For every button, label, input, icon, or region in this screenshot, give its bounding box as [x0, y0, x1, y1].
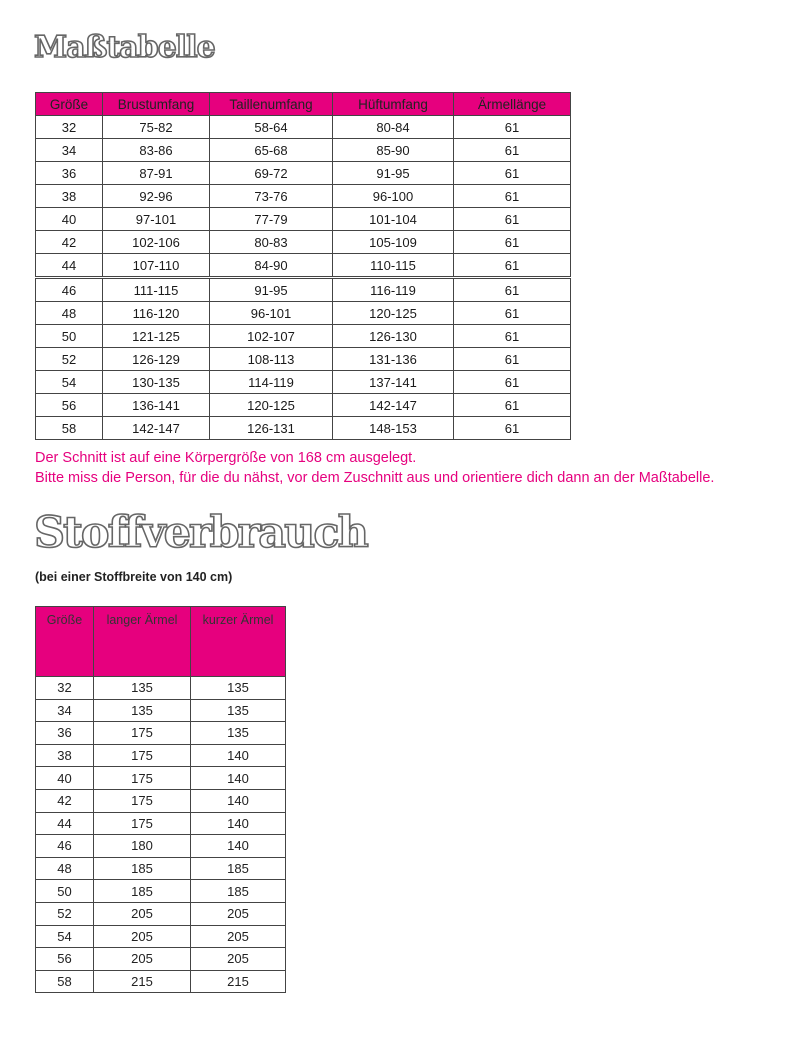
table-row	[36, 789, 286, 812]
table-cell: 107-110	[103, 254, 210, 278]
table-cell: 185	[94, 880, 191, 903]
table-row	[36, 394, 571, 417]
table-cell: 84-90	[210, 254, 333, 278]
table-cell: 175	[94, 812, 191, 835]
table-cell: 40	[36, 767, 94, 790]
table-cell: 36	[36, 722, 94, 745]
table-cell: 42	[36, 231, 103, 254]
table-cell: 61	[454, 417, 571, 440]
table-cell: 61	[454, 371, 571, 394]
table-cell: 61	[454, 162, 571, 185]
table-cell: 126-129	[103, 348, 210, 371]
table-cell: 205	[94, 925, 191, 948]
fabric-table	[35, 606, 286, 993]
table-cell: 48	[36, 302, 103, 325]
table-cell: 205	[191, 948, 286, 971]
table-cell: 56	[36, 394, 103, 417]
table-row	[36, 970, 286, 993]
table-cell: 135	[191, 677, 286, 700]
table-row	[36, 417, 571, 440]
table-cell: 52	[36, 348, 103, 371]
table-row	[36, 162, 571, 185]
table-row	[36, 371, 571, 394]
fabric-table-header-row	[36, 607, 286, 677]
table-row	[36, 116, 571, 139]
table-cell: 61	[454, 302, 571, 325]
table-row	[36, 857, 286, 880]
header-short-sleeve: kurzer Ärmel	[191, 607, 286, 677]
table-cell: 56	[36, 948, 94, 971]
table-cell: 34	[36, 699, 94, 722]
table-cell: 61	[454, 139, 571, 162]
fabric-table-title: Stoffverbrauch	[34, 508, 367, 558]
table-cell: 215	[94, 970, 191, 993]
header-waist: Taillenumfang	[210, 93, 333, 116]
header-hip: Hüftumfang	[333, 93, 454, 116]
table-cell: 61	[454, 116, 571, 139]
table-cell: 61	[454, 348, 571, 371]
table-cell: 126-130	[333, 325, 454, 348]
table-row	[36, 325, 571, 348]
table-cell: 185	[191, 857, 286, 880]
table-row	[36, 254, 571, 278]
table-cell: 32	[36, 677, 94, 700]
table-cell: 44	[36, 812, 94, 835]
size-table	[35, 92, 571, 440]
table-cell: 130-135	[103, 371, 210, 394]
table-cell: 61	[454, 394, 571, 417]
table-cell: 77-79	[210, 208, 333, 231]
table-cell: 38	[36, 744, 94, 767]
table-cell: 54	[36, 925, 94, 948]
table-row	[36, 208, 571, 231]
table-cell: 61	[454, 254, 571, 278]
table-cell: 58-64	[210, 116, 333, 139]
table-cell: 175	[94, 744, 191, 767]
table-cell: 80-83	[210, 231, 333, 254]
table-row	[36, 185, 571, 208]
table-cell: 50	[36, 325, 103, 348]
fabric-table-body	[36, 677, 286, 993]
table-row	[36, 902, 286, 925]
table-cell: 136-141	[103, 394, 210, 417]
table-row	[36, 744, 286, 767]
table-cell: 92-96	[103, 185, 210, 208]
table-cell: 205	[191, 925, 286, 948]
table-cell: 34	[36, 139, 103, 162]
table-cell: 111-115	[103, 278, 210, 302]
table-row	[36, 812, 286, 835]
table-cell: 120-125	[210, 394, 333, 417]
table-row	[36, 139, 571, 162]
table-row	[36, 835, 286, 858]
table-cell: 36	[36, 162, 103, 185]
body-height-note: Der Schnitt ist auf eine Körpergröße von 168 cm ausgelegt.	[35, 450, 417, 466]
table-cell: 54	[36, 371, 103, 394]
table-cell: 175	[94, 722, 191, 745]
table-cell: 116-120	[103, 302, 210, 325]
size-table-title: Maßtabelle	[34, 30, 215, 65]
size-table-header-row	[36, 93, 571, 116]
table-cell: 69-72	[210, 162, 333, 185]
table-cell: 87-91	[103, 162, 210, 185]
table-cell: 135	[191, 722, 286, 745]
table-cell: 32	[36, 116, 103, 139]
table-cell: 61	[454, 208, 571, 231]
table-cell: 135	[191, 699, 286, 722]
table-cell: 91-95	[210, 278, 333, 302]
table-cell: 120-125	[333, 302, 454, 325]
table-row	[36, 767, 286, 790]
table-row	[36, 677, 286, 700]
table-cell: 114-119	[210, 371, 333, 394]
table-cell: 52	[36, 902, 94, 925]
table-cell: 46	[36, 835, 94, 858]
table-cell: 110-115	[333, 254, 454, 278]
table-cell: 97-101	[103, 208, 210, 231]
table-cell: 61	[454, 278, 571, 302]
table-cell: 142-147	[103, 417, 210, 440]
table-cell: 215	[191, 970, 286, 993]
table-cell: 105-109	[333, 231, 454, 254]
table-cell: 102-106	[103, 231, 210, 254]
table-cell: 96-100	[333, 185, 454, 208]
table-cell: 44	[36, 254, 103, 278]
table-cell: 126-131	[210, 417, 333, 440]
header-sleeve: Ärmellänge	[454, 93, 571, 116]
table-cell: 58	[36, 970, 94, 993]
table-row	[36, 722, 286, 745]
table-row	[36, 925, 286, 948]
table-cell: 148-153	[333, 417, 454, 440]
header-long-sleeve: langer Ärmel	[94, 607, 191, 677]
size-table-body	[36, 116, 571, 440]
table-cell: 205	[94, 902, 191, 925]
table-cell: 58	[36, 417, 103, 440]
table-row	[36, 348, 571, 371]
table-cell: 102-107	[210, 325, 333, 348]
table-cell: 61	[454, 325, 571, 348]
table-cell: 137-141	[333, 371, 454, 394]
table-cell: 91-95	[333, 162, 454, 185]
table-cell: 131-136	[333, 348, 454, 371]
measure-instruction-note: Bitte miss die Person, für die du nähst, vor dem Zuschnitt aus und orientiere dich dann an der Maßtabelle.	[35, 470, 715, 486]
table-cell: 101-104	[333, 208, 454, 231]
header-size: Größe	[36, 93, 103, 116]
table-cell: 73-76	[210, 185, 333, 208]
table-cell: 61	[454, 185, 571, 208]
table-cell: 175	[94, 789, 191, 812]
table-cell: 116-119	[333, 278, 454, 302]
table-row	[36, 231, 571, 254]
table-cell: 135	[94, 677, 191, 700]
table-cell: 140	[191, 767, 286, 790]
table-cell: 175	[94, 767, 191, 790]
table-row	[36, 278, 571, 302]
header-bust: Brustumfang	[103, 93, 210, 116]
fabric-width-subtitle: (bei einer Stoffbreite von 140 cm)	[35, 570, 233, 584]
table-cell: 65-68	[210, 139, 333, 162]
table-cell: 180	[94, 835, 191, 858]
table-cell: 85-90	[333, 139, 454, 162]
table-cell: 205	[191, 902, 286, 925]
table-cell: 50	[36, 880, 94, 903]
table-cell: 96-101	[210, 302, 333, 325]
table-cell: 121-125	[103, 325, 210, 348]
table-cell: 185	[94, 857, 191, 880]
table-cell: 40	[36, 208, 103, 231]
table-cell: 142-147	[333, 394, 454, 417]
table-cell: 80-84	[333, 116, 454, 139]
table-cell: 75-82	[103, 116, 210, 139]
table-cell: 135	[94, 699, 191, 722]
table-cell: 205	[94, 948, 191, 971]
table-cell: 140	[191, 744, 286, 767]
table-cell: 83-86	[103, 139, 210, 162]
table-cell: 42	[36, 789, 94, 812]
table-cell: 108-113	[210, 348, 333, 371]
table-cell: 185	[191, 880, 286, 903]
table-cell: 61	[454, 231, 571, 254]
table-row	[36, 302, 571, 325]
table-cell: 38	[36, 185, 103, 208]
table-cell: 46	[36, 278, 103, 302]
table-row	[36, 699, 286, 722]
table-cell: 140	[191, 812, 286, 835]
header-size: Größe	[36, 607, 94, 677]
table-cell: 140	[191, 789, 286, 812]
table-cell: 140	[191, 835, 286, 858]
table-cell: 48	[36, 857, 94, 880]
table-row	[36, 948, 286, 971]
table-row	[36, 880, 286, 903]
